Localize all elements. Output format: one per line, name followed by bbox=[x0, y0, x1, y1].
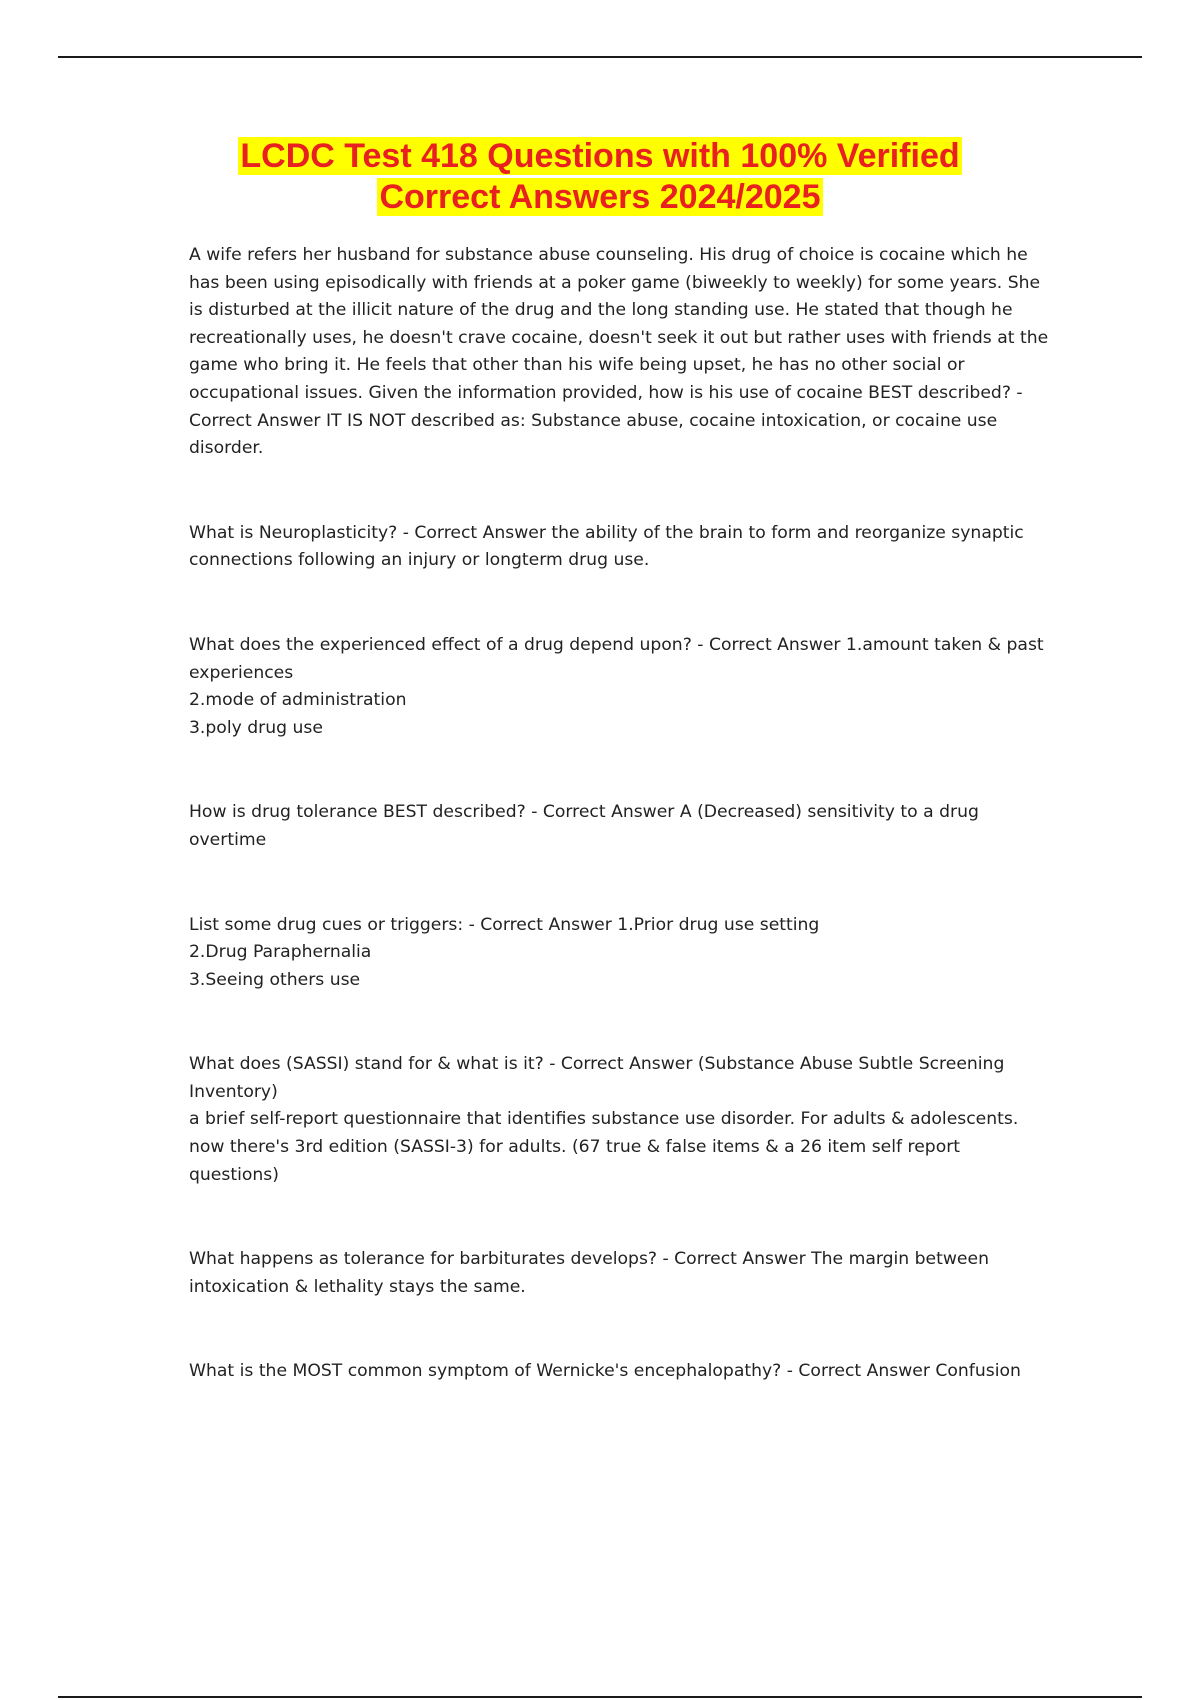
qa-item bbox=[189, 799, 1049, 854]
qa-item bbox=[189, 1358, 1049, 1386]
qa-paragraph: a brief self-report questionnaire that identifies substance use disorder. For adults & adolescents. now there's 3rd edition (SASSI-3) for adults. (67 true & false items & a 26 item self report questions) bbox=[189, 1109, 1019, 1185]
qa-paragraph: A wife refers her husband for substance abuse counseling. His drug of choice is cocaine which he has been using episodically with friends at a poker game (biweekly to weekly) for some years. She is disturbed at the illicit nature of the drug and the long standing use. He stated that though he recreationally uses, he doesn't crave cocaine, doesn't seek it out but rather uses with friends at the game who bring it. He feels that other than his wife being upset, he has no other social or occupational issues. Given the information provided, how is his use of cocaine BEST described? - Correct Answer IT IS NOT described as: Substance abuse, cocaine intoxication, or cocaine use disorder. bbox=[189, 245, 1049, 459]
qa-paragraph: What does the experienced effect of a drug depend upon? - Correct Answer 1.amount taken & past experiences bbox=[189, 634, 1044, 683]
qa-paragraph: 2.mode of administration bbox=[189, 690, 407, 711]
qa-paragraph: 3.poly drug use bbox=[189, 717, 323, 738]
qa-list bbox=[189, 242, 1049, 1386]
qa-item bbox=[189, 632, 1049, 742]
qa-paragraph: What is the MOST common symptom of Wernicke's encephalopathy? - Correct Answer Confusion bbox=[189, 1361, 1021, 1382]
qa-paragraph: 3.Seeing others use bbox=[189, 969, 361, 990]
qa-item bbox=[189, 520, 1049, 575]
title-line-1: LCDC Test 418 Questions with 100% Verified bbox=[240, 137, 960, 175]
qa-paragraph: 2.Drug Paraphernalia bbox=[189, 942, 372, 963]
qa-paragraph: What is Neuroplasticity? - Correct Answer the ability of the brain to form and reorganize synaptic connections following an injury or longterm drug use. bbox=[189, 522, 1024, 571]
qa-item bbox=[189, 1051, 1049, 1189]
qa-paragraph: What does (SASSI) stand for & what is it? - Correct Answer (Substance Abuse Subtle Screening Inventory) bbox=[189, 1054, 1005, 1102]
qa-item bbox=[189, 912, 1049, 995]
qa-paragraph: List some drug cues or triggers: - Correct Answer 1.Prior drug use setting bbox=[189, 914, 820, 935]
top-rule bbox=[58, 56, 1142, 58]
qa-item bbox=[189, 1246, 1049, 1301]
qa-paragraph: What happens as tolerance for barbiturates develops? - Correct Answer The margin between intoxication & lethality stays the same. bbox=[189, 1249, 989, 1297]
title-line-2: Correct Answers 2024/2025 bbox=[379, 178, 821, 216]
document-title bbox=[0, 136, 1200, 218]
bottom-rule bbox=[58, 1696, 1142, 1698]
qa-paragraph: How is drug tolerance BEST described? - Correct Answer A (Decreased) sensitivity to a drug overtime bbox=[189, 802, 979, 850]
qa-item bbox=[189, 242, 1049, 463]
